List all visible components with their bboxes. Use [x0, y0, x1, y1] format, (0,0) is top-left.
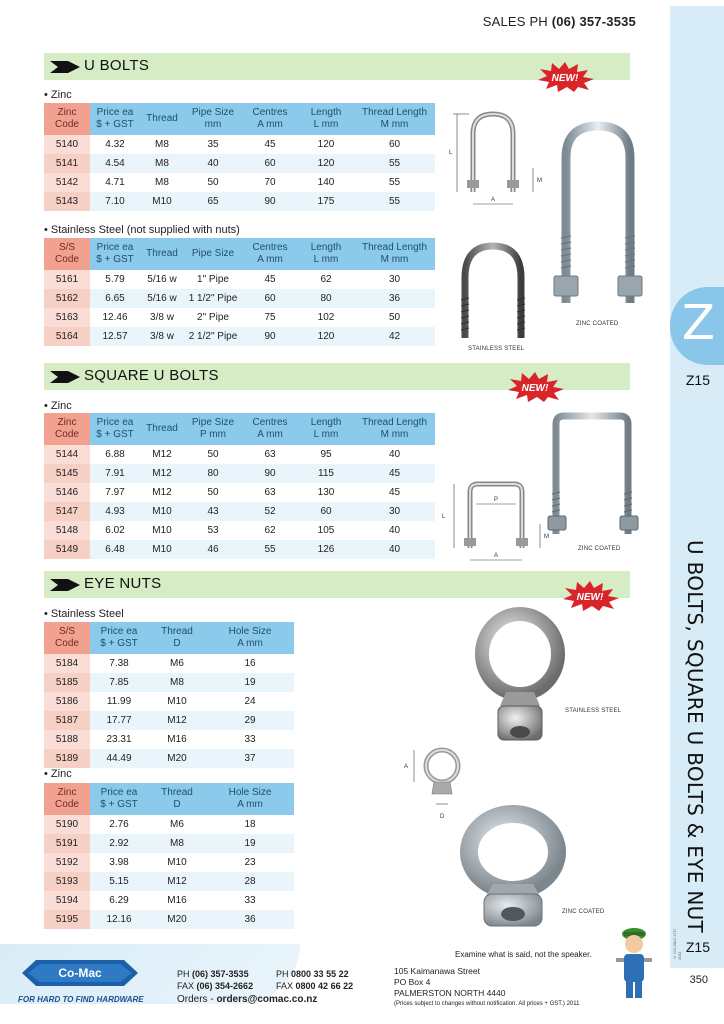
product-code-cell: 5190 — [44, 815, 90, 834]
product-code-cell: 5145 — [44, 464, 90, 483]
page-number: 350 — [689, 974, 708, 986]
table-cell: 40 — [354, 540, 435, 559]
square-zinc-subtitle: • Zinc — [44, 400, 72, 412]
table-cell: M20 — [148, 910, 206, 929]
column-header: Thread D — [148, 622, 206, 654]
table-cell: 6.65 — [90, 289, 140, 308]
product-code-cell: 5161 — [44, 270, 90, 289]
table-row — [44, 464, 435, 483]
zinc-eye-nut-image — [458, 800, 568, 932]
product-code-cell: 5147 — [44, 502, 90, 521]
table-cell: 40 — [184, 154, 242, 173]
label-d: D — [440, 814, 445, 820]
product-code-cell: 5140 — [44, 135, 90, 154]
footer — [0, 939, 724, 1024]
table-cell: 50 — [354, 308, 435, 327]
address-line-3: PALMERSTON NORTH 4440 — [394, 988, 506, 998]
eye-nuts-header — [44, 571, 630, 598]
sales-label: SALES — [482, 14, 526, 29]
table-cell: 12.57 — [90, 327, 140, 346]
contact-freephones — [276, 968, 353, 992]
product-code-cell: 5195 — [44, 910, 90, 929]
table-cell: 55 — [354, 173, 435, 192]
table-cell: 55 — [354, 192, 435, 211]
column-header: S/S Code — [44, 622, 90, 654]
ubolts-zinc-table — [44, 103, 435, 211]
table-cell: 95 — [298, 445, 354, 464]
table-cell: 6.29 — [90, 891, 148, 910]
table-cell: M10 — [140, 540, 184, 559]
ubolts-zinc-subtitle: • Zinc — [44, 89, 72, 101]
new-badge — [506, 372, 564, 402]
section-title-vertical — [679, 540, 707, 934]
column-header: Zinc Code — [44, 103, 90, 135]
orders-line — [177, 994, 317, 1006]
ubolts-ss-table — [44, 238, 435, 346]
table-cell: 24 — [206, 692, 294, 711]
mascot-image — [612, 924, 656, 1004]
table-cell: 90 — [242, 192, 298, 211]
price-note: (Prices subject to changes without notification. All prices + GST.) 2011 — [394, 1001, 580, 1007]
stainless-ubolt-image — [453, 240, 533, 342]
table-cell: 1 1/2" Pipe — [184, 289, 242, 308]
ubolts-title: U BOLTS — [84, 57, 150, 74]
product-code-cell: 5163 — [44, 308, 90, 327]
table-row — [44, 711, 294, 730]
table-cell: 19 — [206, 673, 294, 692]
table-cell: 28 — [206, 872, 294, 891]
table-cell: M12 — [140, 464, 184, 483]
product-code-cell: 5191 — [44, 834, 90, 853]
column-header: Pipe Size mm — [184, 103, 242, 135]
table-cell: 2 1/2" Pipe — [184, 327, 242, 346]
table-cell: 60 — [298, 502, 354, 521]
table-cell: M8 — [140, 154, 184, 173]
table-cell: M10 — [140, 521, 184, 540]
table-cell: 45 — [354, 464, 435, 483]
table-cell: 63 — [242, 483, 298, 502]
product-code-cell: 5148 — [44, 521, 90, 540]
table-cell: 30 — [354, 502, 435, 521]
table-cell: 42 — [354, 327, 435, 346]
table-cell: 36 — [354, 289, 435, 308]
label-p: P — [494, 497, 499, 503]
ubolt-zinc-caption: ZINC COATED — [576, 321, 619, 327]
table-row — [44, 673, 294, 692]
section-letter: Z — [682, 295, 715, 351]
table-cell: 60 — [354, 135, 435, 154]
table-cell: 105 — [298, 521, 354, 540]
section-code: Z15 — [685, 372, 710, 388]
table-cell: 5.79 — [90, 270, 140, 289]
arrow-icon — [50, 579, 80, 591]
arrow-icon — [50, 61, 80, 73]
square-ubolt-dimension-diagram — [434, 478, 558, 572]
table-cell: 6.48 — [90, 540, 140, 559]
table-cell: 55 — [242, 540, 298, 559]
product-code-cell: 5162 — [44, 289, 90, 308]
table-row — [44, 192, 435, 211]
table-cell: 65 — [184, 192, 242, 211]
table-cell: 130 — [298, 483, 354, 502]
table-cell: M8 — [148, 673, 206, 692]
table-cell: 4.54 — [90, 154, 140, 173]
column-header: Thread — [140, 103, 184, 135]
table-cell: 140 — [298, 173, 354, 192]
table-cell: 1" Pipe — [184, 270, 242, 289]
eye-ss-table — [44, 622, 294, 768]
eye-zinc-subtitle: • Zinc — [44, 768, 72, 780]
table-row — [44, 692, 294, 711]
column-header: Thread Length M mm — [354, 238, 435, 270]
table-cell: 126 — [298, 540, 354, 559]
eye-zinc-caption: ZINC COATED — [562, 909, 605, 915]
table-cell: M10 — [148, 853, 206, 872]
product-code-cell: 5194 — [44, 891, 90, 910]
table-cell: 120 — [298, 135, 354, 154]
orders-label: Orders - — [177, 994, 214, 1005]
square-zinc-table — [44, 413, 435, 559]
new-badge-text: NEW! — [521, 383, 549, 394]
label-l: L — [449, 150, 453, 156]
table-cell: 3/8 w — [140, 308, 184, 327]
table-cell: M10 — [140, 502, 184, 521]
table-cell: M6 — [148, 815, 206, 834]
table-cell: M16 — [148, 891, 206, 910]
table-cell: 60 — [242, 289, 298, 308]
column-header: Thread — [140, 413, 184, 445]
new-badge-text: NEW! — [551, 73, 579, 84]
column-header: Thread Length M mm — [354, 103, 435, 135]
table-row — [44, 834, 294, 853]
table-cell: 4.71 — [90, 173, 140, 192]
table-cell: 2" Pipe — [184, 308, 242, 327]
new-badge — [536, 62, 594, 92]
eye-ss-caption: STAINLESS STEEL — [565, 708, 622, 714]
column-header: Centres A mm — [242, 238, 298, 270]
product-code-cell: 5187 — [44, 711, 90, 730]
table-row — [44, 289, 435, 308]
product-code-cell: 5164 — [44, 327, 90, 346]
eye-zinc-table — [44, 783, 294, 929]
table-cell: 7.97 — [90, 483, 140, 502]
table-row — [44, 540, 435, 559]
column-header: Zinc Code — [44, 783, 90, 815]
ubolt-ss-caption: STAINLESS STEEL — [468, 346, 525, 352]
product-code-cell: 5189 — [44, 749, 90, 768]
fax-label: FAX — [177, 981, 195, 991]
table-cell: 62 — [298, 270, 354, 289]
table-cell: 50 — [184, 483, 242, 502]
table-cell: 12.16 — [90, 910, 148, 929]
label-a: A — [404, 764, 409, 770]
table-row — [44, 327, 435, 346]
table-cell: 19 — [206, 834, 294, 853]
square-zinc-caption: ZINC COATED — [578, 546, 621, 552]
square-ubolts-title: SQUARE U BOLTS — [84, 367, 219, 384]
label-m: M — [544, 534, 549, 540]
table-cell: 7.38 — [90, 654, 148, 673]
ph2-number: 0800 33 55 22 — [291, 969, 349, 979]
ubolt-dimension-diagram — [443, 108, 551, 212]
table-cell: 7.91 — [90, 464, 140, 483]
sales-ph-label: PH — [529, 14, 548, 29]
sales-phone — [483, 14, 636, 29]
table-cell: 80 — [298, 289, 354, 308]
table-cell: 35 — [184, 135, 242, 154]
table-cell: 36 — [206, 910, 294, 929]
table-cell: 120 — [298, 327, 354, 346]
product-code-cell: 5188 — [44, 730, 90, 749]
column-header: Pipe Size — [184, 238, 242, 270]
table-cell: M12 — [140, 445, 184, 464]
fax2-label: FAX — [276, 981, 294, 991]
table-cell: M8 — [140, 173, 184, 192]
column-header: Price ea $ + GST — [90, 103, 140, 135]
column-header: Length L mm — [298, 238, 354, 270]
copyright-note: © CO-MAC LTD 2011 — [672, 929, 682, 960]
column-header: S/S Code — [44, 238, 90, 270]
column-header: Pipe Size P mm — [184, 413, 242, 445]
table-row — [44, 815, 294, 834]
new-badge-text: NEW! — [576, 592, 604, 603]
table-cell: 115 — [298, 464, 354, 483]
table-cell: 45 — [354, 483, 435, 502]
table-cell: 52 — [242, 502, 298, 521]
table-cell: 80 — [184, 464, 242, 483]
zinc-ubolt-image — [548, 118, 658, 318]
table-row — [44, 730, 294, 749]
arrow-icon — [50, 371, 80, 383]
fax2-number: 0800 42 66 22 — [295, 981, 354, 991]
table-cell: 33 — [206, 730, 294, 749]
table-cell: 6.88 — [90, 445, 140, 464]
product-code-cell: 5185 — [44, 673, 90, 692]
table-cell: M20 — [148, 749, 206, 768]
logo-text: Co-Mac — [58, 966, 102, 980]
table-cell: 3/8 w — [140, 327, 184, 346]
column-header: Price ea $ + GST — [90, 783, 148, 815]
product-code-cell: 5192 — [44, 853, 90, 872]
table-cell: 102 — [298, 308, 354, 327]
table-cell: 45 — [242, 135, 298, 154]
table-row — [44, 654, 294, 673]
table-cell: M8 — [140, 135, 184, 154]
table-cell: 7.10 — [90, 192, 140, 211]
table-cell: 7.85 — [90, 673, 148, 692]
table-row — [44, 749, 294, 768]
table-cell: 60 — [242, 154, 298, 173]
column-header: Zinc Code — [44, 413, 90, 445]
table-cell: 40 — [354, 445, 435, 464]
label-a: A — [491, 197, 496, 203]
table-cell: M12 — [148, 872, 206, 891]
product-code-cell: 5141 — [44, 154, 90, 173]
label-m: M — [537, 178, 542, 184]
table-cell: 37 — [206, 749, 294, 768]
table-cell: M10 — [140, 192, 184, 211]
table-row — [44, 502, 435, 521]
column-header: Centres A mm — [242, 413, 298, 445]
table-cell: 29 — [206, 711, 294, 730]
column-header: Hole Size A mm — [206, 622, 294, 654]
eye-nuts-title: EYE NUTS — [84, 575, 162, 592]
table-cell: 46 — [184, 540, 242, 559]
table-cell: 17.77 — [90, 711, 148, 730]
column-header: Hole Size A mm — [206, 783, 294, 815]
table-cell: 11.99 — [90, 692, 148, 711]
column-header: Price ea $ + GST — [90, 413, 140, 445]
column-header: Length L mm — [298, 103, 354, 135]
table-row — [44, 521, 435, 540]
table-cell: 50 — [184, 445, 242, 464]
table-cell: 53 — [184, 521, 242, 540]
table-row — [44, 270, 435, 289]
product-code-cell: 5149 — [44, 540, 90, 559]
product-code-cell: 5193 — [44, 872, 90, 891]
column-header: Thread — [140, 238, 184, 270]
table-row — [44, 853, 294, 872]
table-cell: M8 — [148, 834, 206, 853]
product-code-cell: 5186 — [44, 692, 90, 711]
fax-number: (06) 354-2662 — [196, 981, 254, 991]
table-cell: 55 — [354, 154, 435, 173]
table-cell: M10 — [148, 692, 206, 711]
table-row — [44, 483, 435, 502]
column-header: Length L mm — [298, 413, 354, 445]
table-row — [44, 891, 294, 910]
table-cell: 62 — [242, 521, 298, 540]
table-row — [44, 910, 294, 929]
table-cell: 50 — [184, 173, 242, 192]
ubolts-ss-subtitle: • Stainless Steel (not supplied with nuts) — [44, 224, 240, 236]
product-code-cell: 5146 — [44, 483, 90, 502]
table-cell: 75 — [242, 308, 298, 327]
table-cell: 5/16 w — [140, 289, 184, 308]
table-cell: 18 — [206, 815, 294, 834]
table-cell: 2.76 — [90, 815, 148, 834]
table-cell: M16 — [148, 730, 206, 749]
footer-section-code: Z15 — [685, 939, 710, 955]
postal-address — [394, 966, 579, 1010]
table-cell: 90 — [242, 327, 298, 346]
table-cell: 90 — [242, 464, 298, 483]
product-code-cell: 5143 — [44, 192, 90, 211]
table-cell: 120 — [298, 154, 354, 173]
column-header: Price ea $ + GST — [90, 238, 140, 270]
address-line-1: 105 Kaimanawa Street — [394, 966, 480, 976]
table-cell: 4.93 — [90, 502, 140, 521]
table-row — [44, 154, 435, 173]
table-cell: 70 — [242, 173, 298, 192]
table-cell: 2.92 — [90, 834, 148, 853]
column-header: Centres A mm — [242, 103, 298, 135]
table-cell: 30 — [354, 270, 435, 289]
ph-number: (06) 357-3535 — [192, 969, 249, 979]
table-cell: 33 — [206, 891, 294, 910]
table-cell: 16 — [206, 654, 294, 673]
zinc-square-ubolt-image — [546, 410, 642, 540]
product-code-cell: 5184 — [44, 654, 90, 673]
address-line-2: PO Box 4 — [394, 977, 431, 987]
label-l: L — [442, 514, 446, 520]
table-cell: 175 — [298, 192, 354, 211]
table-cell: 45 — [242, 270, 298, 289]
comac-logo — [22, 956, 138, 990]
table-cell: M12 — [148, 711, 206, 730]
table-cell: M12 — [140, 483, 184, 502]
column-header: Thread D — [148, 783, 206, 815]
table-cell: 40 — [354, 521, 435, 540]
table-cell: 63 — [242, 445, 298, 464]
eye-ss-subtitle: • Stainless Steel — [44, 608, 124, 620]
table-row — [44, 308, 435, 327]
table-cell: 12.46 — [90, 308, 140, 327]
orders-email[interactable]: orders@comac.co.nz — [216, 994, 318, 1005]
quote: Examine what is said, not the speaker. — [455, 950, 592, 959]
table-row — [44, 173, 435, 192]
table-cell: 23.31 — [90, 730, 148, 749]
ph-label: PH — [177, 969, 190, 979]
ph2-label: PH — [276, 969, 289, 979]
stainless-eye-nut-image — [470, 606, 570, 746]
product-code-cell: 5142 — [44, 173, 90, 192]
logo-tagline: FOR HARD TO FIND HARDWARE — [18, 995, 144, 1004]
table-cell: 3.98 — [90, 853, 148, 872]
table-cell: 44.49 — [90, 749, 148, 768]
column-header: Price ea $ + GST — [90, 622, 148, 654]
label-a: A — [494, 553, 499, 559]
sales-phone-number: (06) 357-3535 — [551, 14, 636, 29]
contact-phones — [177, 968, 253, 992]
table-cell: 5/16 w — [140, 270, 184, 289]
table-row — [44, 135, 435, 154]
column-header: Thread Length M mm — [354, 413, 435, 445]
table-cell: 23 — [206, 853, 294, 872]
table-row — [44, 872, 294, 891]
section-title: U BOLTS, SQUARE U BOLTS & EYE NUT — [683, 540, 707, 934]
table-row — [44, 445, 435, 464]
table-cell: 4.32 — [90, 135, 140, 154]
table-cell: 6.02 — [90, 521, 140, 540]
table-cell: 5.15 — [90, 872, 148, 891]
table-cell: 43 — [184, 502, 242, 521]
table-cell: M6 — [148, 654, 206, 673]
product-code-cell: 5144 — [44, 445, 90, 464]
